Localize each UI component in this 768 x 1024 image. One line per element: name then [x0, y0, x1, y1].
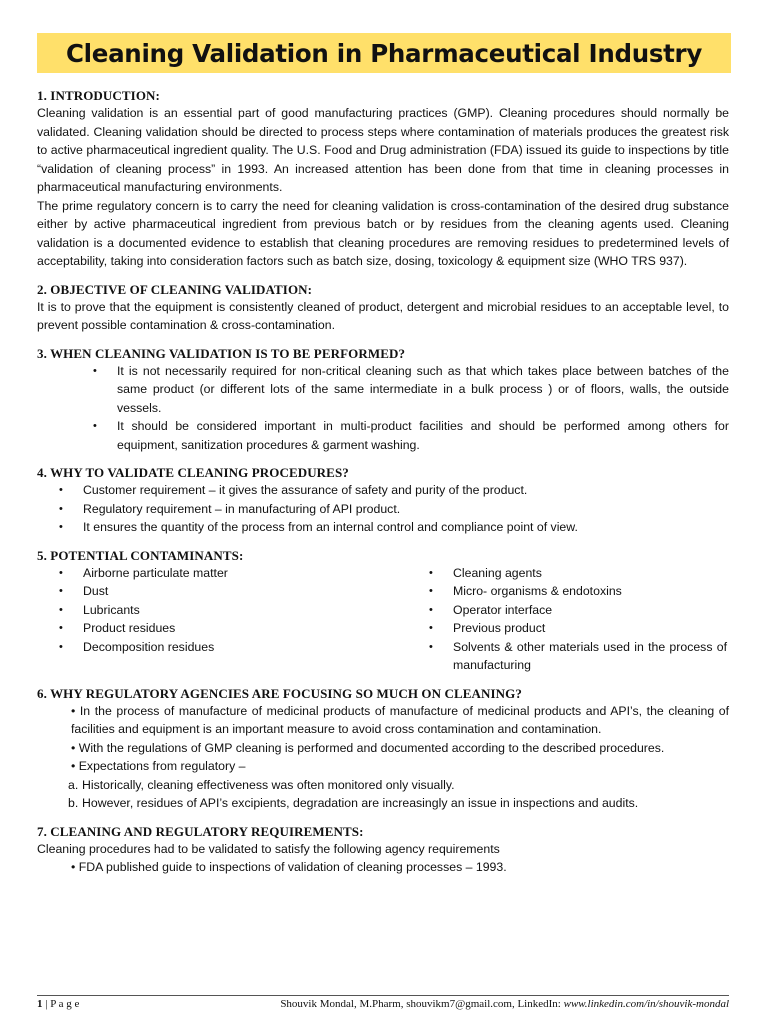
bullet-icon: •	[59, 585, 63, 597]
section-2-heading: 2. OBJECTIVE OF CLEANING VALIDATION:	[37, 281, 313, 297]
section-6-bullet-2: • With the regulations of GMP cleaning is performed and documented according to the described procedures.	[71, 740, 665, 755]
list-item: • Customer requirement – it gives the assurance of safety and purity of the product.	[37, 481, 729, 500]
section-3-list	[37, 362, 729, 455]
list-item: • It ensures the quantity of the process from an internal control and compliance point of view.	[37, 518, 729, 537]
section-6-sub-item-a: a. Historically, cleaning effectiveness was often monitored only visually.	[68, 777, 455, 792]
list-item: • Regulatory requirement – in manufacturing of API product.	[37, 500, 729, 519]
contaminants-right-column	[383, 564, 729, 675]
bullet-icon: •	[59, 502, 63, 515]
list-item: • It should be considered important in multi-product facilities and should be performed among others for equipment, sanitization procedures & garment washing.	[93, 419, 729, 452]
bullet-icon: •	[59, 603, 63, 616]
list-item: • Dust	[37, 582, 383, 601]
section-1-paragraph-2: The prime regulatory concern is to carry the need for cleaning validation is cross-contamination of the desired drug substance either by active pharmaceutical ingredient from previous batch or by residues from the cleaning agents used. Cleaning validation is a documented evidence to establish that cleaning procedures are removing residues to predetermined levels of acceptability, taking into consideration factors such as batch size, dosing, toxicology & equipment size (WHO TRS 937).	[37, 198, 729, 268]
section-5-heading: 5. POTENTIAL CONTAMINANTS:	[37, 547, 244, 563]
section-1-heading: 1. INTRODUCTION:	[37, 88, 160, 103]
bullet-icon: •	[429, 622, 433, 634]
author-credit: Shouvik Mondal, M.Pharm, shouvikm7@gmail.com, LinkedIn: www.linkedin.com/in/shouvik-mondal	[280, 998, 729, 1010]
list-item: • Lubricants	[37, 601, 383, 620]
bullet-icon: •	[93, 420, 97, 432]
list-item: • Operator interface	[383, 601, 729, 620]
page-footer	[37, 995, 729, 1011]
section-7-paragraph: Cleaning procedures had to be validated to satisfy the following agency requirements	[37, 841, 500, 856]
list-item: • Decomposition residues	[37, 638, 383, 657]
list-item: • Product residues	[37, 619, 383, 638]
section-3-heading: 3. WHEN CLEANING VALIDATION IS TO BE PERFORMED?	[37, 345, 406, 361]
bullet-icon: •	[59, 640, 63, 653]
linkedin-link[interactable]: www.linkedin.com/in/shouvik-mondal	[563, 998, 729, 1010]
contaminants-left-column	[37, 564, 383, 675]
section-7-bullet-1: • FDA published guide to inspections of validation of cleaning processes – 1993.	[71, 860, 507, 874]
title-banner	[37, 33, 731, 73]
bullet-icon: •	[59, 566, 63, 579]
bullet-icon: •	[93, 364, 97, 377]
bullet-icon: •	[429, 566, 433, 579]
list-item: • Previous product	[383, 619, 729, 638]
bullet-icon: •	[429, 603, 433, 616]
list-item: • Cleaning agents	[383, 564, 729, 583]
bullet-icon: •	[59, 484, 63, 496]
document-body	[37, 87, 729, 877]
list-item: • It is not necessarily required for non-critical cleaning such as that which takes place between batches of the same product (or different lots of the same intermediate in a bulk process ) or of floors, walls, the outside vessels.	[93, 363, 729, 415]
bullet-icon: •	[59, 521, 63, 533]
section-6-sub-item-b: b. However, residues of API’s excipients, degradation are increasingly an issue in inspections and audits.	[68, 796, 639, 810]
page-number: 1 | P a g e	[37, 998, 80, 1010]
section-6-bullet-1: • In the process of manufacture of medicinal products of manufacture of medicinal products and API’s, the cleaning of facilities and equipment is an important measure to avoid cross contamination and contamination.	[71, 703, 729, 736]
section-1-paragraph-1: Cleaning validation is an essential part of good manufacturing practices (GMP). Cleaning procedures should normally be validated. Cleaning validation should be directed to process steps where contamination of materials produces the greatest risk to active pharmaceutical ingredient quality. The U.S. Food and Drug administration (FDA) issued its guide to inspections by title “validation of cleaning process” in 1993. An increased attention has been done from that time in cleaning processes in pharmaceutical manufacturing environments.	[37, 106, 729, 194]
section-2-paragraph: It is to prove that the equipment is consistently cleaned of product, detergent and microbial residues to an acceptable level, to prevent possible contamination & cross-contamination.	[37, 299, 729, 332]
section-6-heading: 6. WHY REGULATORY AGENCIES ARE FOCUSING SO MUCH ON CLEANING?	[37, 685, 522, 701]
list-item: • Micro- organisms & endotoxins	[383, 582, 729, 601]
bullet-icon: •	[429, 640, 433, 653]
section-7-heading: 7. CLEANING AND REGULATORY REQUIREMENTS:	[37, 823, 364, 839]
bullet-icon: •	[429, 585, 433, 597]
section-4-list	[37, 481, 729, 537]
document-title: Cleaning Validation in Pharmaceutical Industry	[65, 38, 702, 68]
list-item: • Solvents & other materials used in the process of manufacturing	[429, 639, 727, 672]
contaminants-columns	[37, 564, 729, 675]
bullet-icon: •	[59, 622, 63, 634]
section-4-heading: 4. WHY TO VALIDATE CLEANING PROCEDURES?	[37, 465, 349, 480]
section-6-bullet-3: • Expectations from regulatory –	[71, 759, 246, 773]
section-6-body	[37, 702, 729, 813]
list-item: • Airborne particulate matter	[37, 564, 383, 583]
